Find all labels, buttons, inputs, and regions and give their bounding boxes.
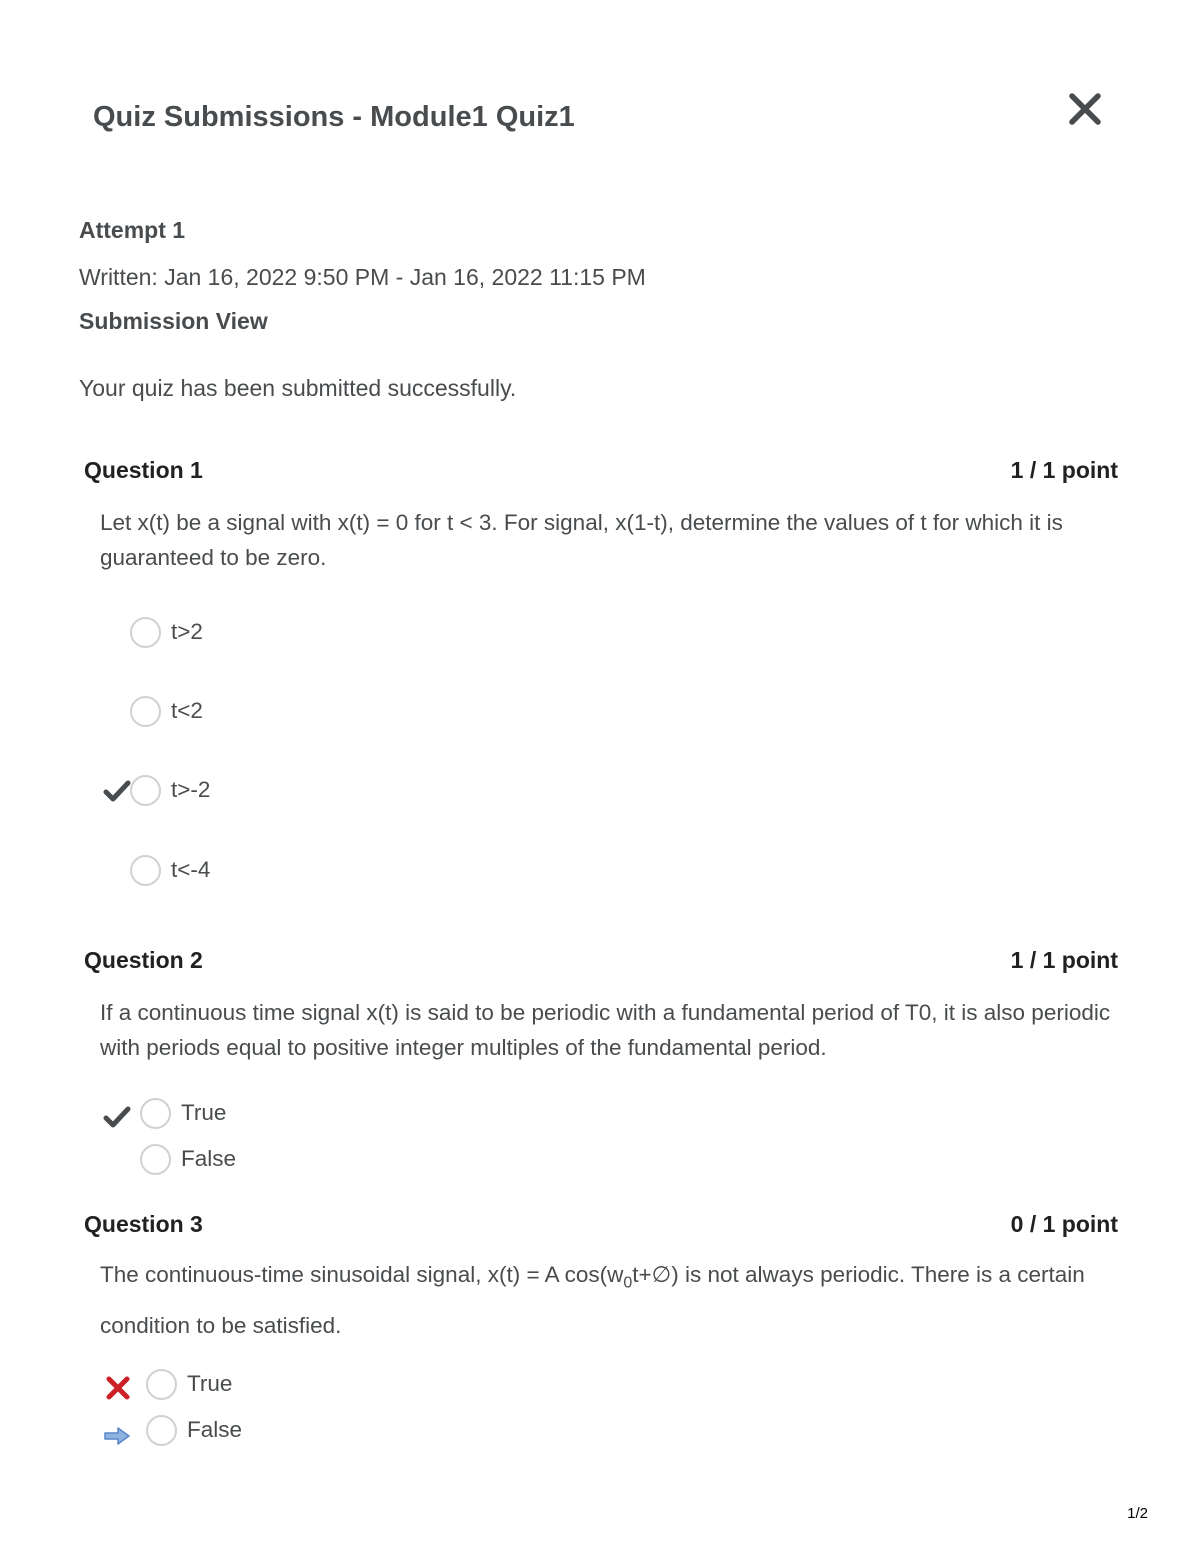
option-label: False xyxy=(187,1417,243,1442)
question-3-option-false[interactable] xyxy=(146,1411,242,1449)
radio-button[interactable] xyxy=(130,696,161,727)
question-2-points: 1 / 1 point xyxy=(1010,947,1118,973)
option-label: True xyxy=(187,1371,233,1396)
option-label: True xyxy=(181,1100,227,1125)
question-3-option-true[interactable] xyxy=(146,1365,232,1403)
question-1-option-4[interactable] xyxy=(130,851,210,889)
option-label: t<2 xyxy=(171,698,203,723)
radio-button[interactable] xyxy=(140,1098,171,1129)
question-1-text: Let x(t) be a signal with x(t) = 0 for t < 3. For signal, x(1-t), determine the values of t for which it is guaranteed to be zero. xyxy=(100,510,1063,570)
radio-button[interactable] xyxy=(130,775,161,806)
close-icon xyxy=(1066,90,1104,128)
radio-button[interactable] xyxy=(130,617,161,648)
question-3-text-part: The continuous-time sinusoidal signal, x(t) = A cos(w xyxy=(100,1262,624,1287)
question-3-text xyxy=(100,1254,1120,1347)
radio-button[interactable] xyxy=(130,855,161,886)
question-3-title: Question 3 xyxy=(84,1211,203,1237)
page-title: Quiz Submissions - Module1 Quiz1 xyxy=(93,101,575,133)
x-mark-icon xyxy=(104,1376,132,1400)
submission-view-label: Submission View xyxy=(79,308,268,334)
question-3-text-part: t+∅) is not always periodic. There is a certain condition to be satisfied. xyxy=(100,1262,1085,1338)
question-3-subscript: 0 xyxy=(623,1274,633,1292)
option-label: t<-4 xyxy=(171,857,211,882)
question-2-title: Question 2 xyxy=(84,947,203,973)
radio-button[interactable] xyxy=(146,1369,177,1400)
question-1-option-3[interactable] xyxy=(130,771,210,809)
checkmark-icon xyxy=(103,779,131,803)
page-number: 1/2 xyxy=(1127,1505,1148,1522)
option-label: t>2 xyxy=(171,619,203,644)
option-label: t>-2 xyxy=(171,777,211,802)
question-1-points: 1 / 1 point xyxy=(1010,457,1118,483)
question-1-title: Question 1 xyxy=(84,457,203,483)
question-3-points: 0 / 1 point xyxy=(1010,1211,1118,1237)
question-1-option-2[interactable] xyxy=(130,692,203,730)
question-2-option-false[interactable] xyxy=(140,1140,236,1178)
checkmark-icon xyxy=(103,1105,131,1129)
attempt-label: Attempt 1 xyxy=(79,217,186,243)
radio-button[interactable] xyxy=(146,1415,177,1446)
arrow-right-icon xyxy=(103,1424,131,1448)
question-1-option-1[interactable] xyxy=(130,613,203,651)
written-timestamp: Written: Jan 16, 2022 9:50 PM - Jan 16, 2022 11:15 PM xyxy=(79,264,646,290)
option-label: False xyxy=(181,1146,237,1171)
close-button[interactable] xyxy=(1066,90,1104,128)
submission-success-message: Your quiz has been submitted successfully. xyxy=(79,375,517,401)
radio-button[interactable] xyxy=(140,1144,171,1175)
question-2-text: If a continuous time signal x(t) is said to be periodic with a fundamental period of T0, it is also periodic with periods equal to positive integer multiples of the fundamental period. xyxy=(100,1000,1111,1060)
question-2-option-true[interactable] xyxy=(140,1094,226,1132)
